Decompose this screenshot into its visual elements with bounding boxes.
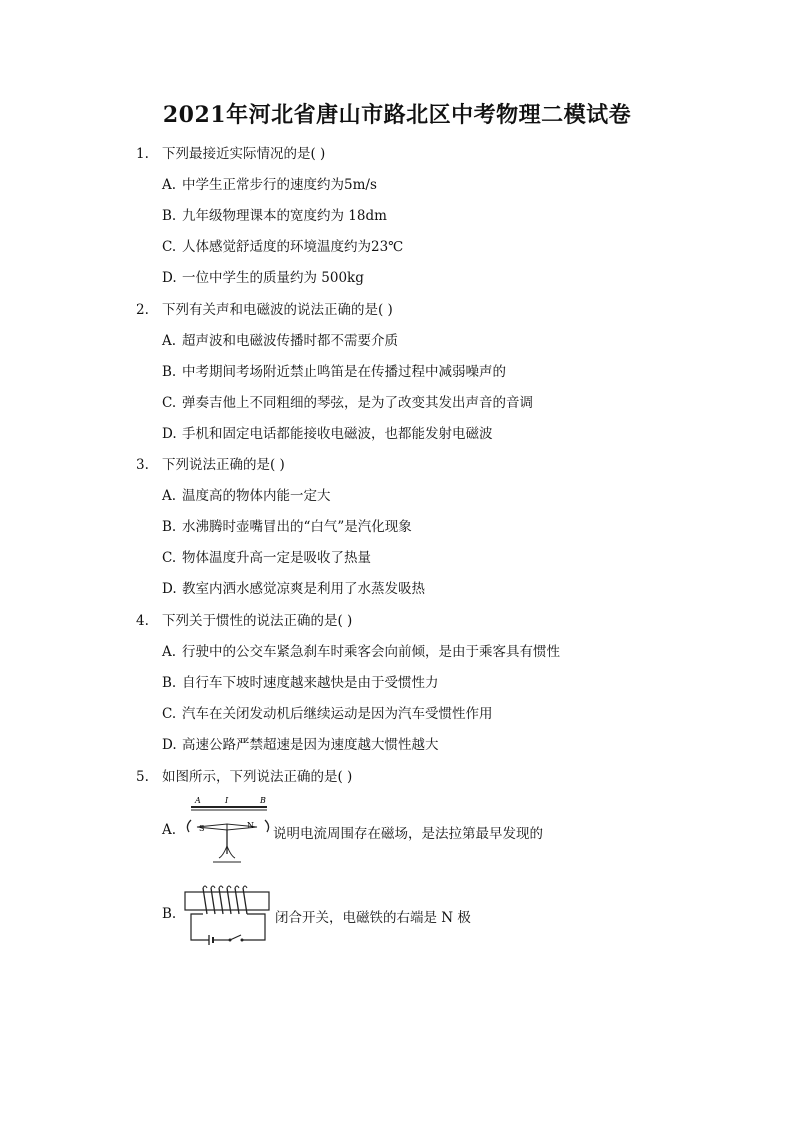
question-5-option-b-label [162,906,182,922]
question-3-option-c [162,546,371,566]
option-label: C. [162,706,177,722]
question-number: 2. [136,302,149,318]
question-4-option-b [162,671,439,691]
question-number: 4. [136,613,149,629]
needle-s-label: S [199,824,205,833]
question-1-option-d [162,266,364,286]
coil-loops-top [203,886,247,888]
question-1-option-c [162,235,403,255]
option-text: 行驶中的公交车紧急刹车时乘客会向前倾，是由于乘客具有惯性 [182,644,560,660]
option-text: 人体感觉舒适度的环境温度约为23℃ [182,239,404,255]
question-3-option-b [162,515,412,535]
question-text: 下列有关声和电磁波的说法正确的是( ) [162,302,393,318]
question-text: 如图所示，下列说法正确的是( ) [162,769,353,785]
oersted-experiment-figure [183,794,271,866]
question-text: 下列最接近实际情况的是( ) [162,146,326,162]
circuit-wire-right [242,914,265,940]
iron-core [185,892,269,910]
option-text: 高速公路严禁超速是因为速度越大惯性越大 [182,737,439,753]
question-number: 3. [136,457,149,473]
option-label: C. [162,395,177,411]
option-label: A. [162,333,177,349]
question-5-option-b-text: 闭合开关，电磁铁的右端是 N 极 [275,910,471,926]
question-3 [136,453,285,473]
question-4 [136,609,352,629]
question-5 [136,765,352,785]
option-label: C. [162,550,177,566]
page-title: 2021年河北省唐山市路北区中考物理二模试卷 [162,102,632,128]
circuit-wire-left [191,914,209,940]
option-label: B. [162,906,177,922]
option-label: D. [162,426,177,442]
option-text: 弹奏吉他上不同粗细的琴弦，是为了改变其发出声音的音调 [182,395,533,411]
question-number: 5. [136,769,149,785]
deflection-arc-left [187,820,191,832]
option-label: C. [162,239,177,255]
question-4-option-c [162,702,493,722]
option-text: 物体温度升高一定是吸收了热量 [182,550,371,566]
option-label: B. [162,675,177,691]
option-text: 一位中学生的质量约为 500kg [182,270,364,286]
option-text: 中考期间考场附近禁止鸣笛是在传播过程中减弱噪声的 [182,364,506,380]
option-label: A. [162,177,177,193]
question-number: 1. [136,146,149,162]
option-text: 水沸腾时壶嘴冒出的“白气”是汽化现象 [182,519,412,535]
question-4-option-a [162,640,560,660]
option-label: A. [162,488,177,504]
needle-n-label: N [247,821,254,830]
question-2-option-b [162,360,506,380]
switch-lever [230,935,241,940]
option-label: B. [162,208,177,224]
option-label: B. [162,364,177,380]
question-text: 下列关于惯性的说法正确的是( ) [162,613,353,629]
option-label: D. [162,737,177,753]
option-label: A. [162,822,177,838]
option-label: D. [162,270,177,286]
question-1-option-b [162,204,387,224]
option-label: A. [162,644,177,660]
current-label: I [225,796,229,805]
option-text: 自行车下坡时速度越来越快是由于受惯性力 [182,675,439,691]
question-4-option-d [162,733,439,753]
option-text: 教室内洒水感觉凉爽是利用了水蒸发吸热 [182,581,425,597]
option-text: 温度高的物体内能一定大 [182,488,331,504]
question-3-option-a [162,484,331,504]
question-3-option-d [162,577,425,597]
option-text: 汽车在关闭发动机后继续运动是因为汽车受惯性作用 [182,706,493,722]
question-text: 下列说法正确的是( ) [162,457,285,473]
option-text: 手机和固定电话都能接收电磁波，也都能发射电磁波 [182,426,493,442]
question-5-option-a-text: 说明电流周围存在磁场，是法拉第最早发现的 [273,826,543,842]
question-1-option-a [162,173,377,193]
option-text: 九年级物理课本的宽度约为 18dm [182,208,387,224]
question-2 [136,298,393,318]
electromagnet-circuit-figure [183,880,273,946]
option-label: D. [162,581,177,597]
option-text: 中学生正常步行的速度约为5m/s [182,177,377,193]
question-2-option-a [162,329,398,349]
question-1 [136,142,325,162]
wire-end-b-label: B [260,796,266,805]
wire-end-a-label: A [195,796,201,805]
option-label: B. [162,519,177,535]
question-2-option-c [162,391,533,411]
question-5-option-a-label [162,822,182,838]
question-2-option-d [162,422,493,442]
option-text: 超声波和电磁波传播时都不需要介质 [182,333,398,349]
deflection-arc-right [265,820,269,832]
